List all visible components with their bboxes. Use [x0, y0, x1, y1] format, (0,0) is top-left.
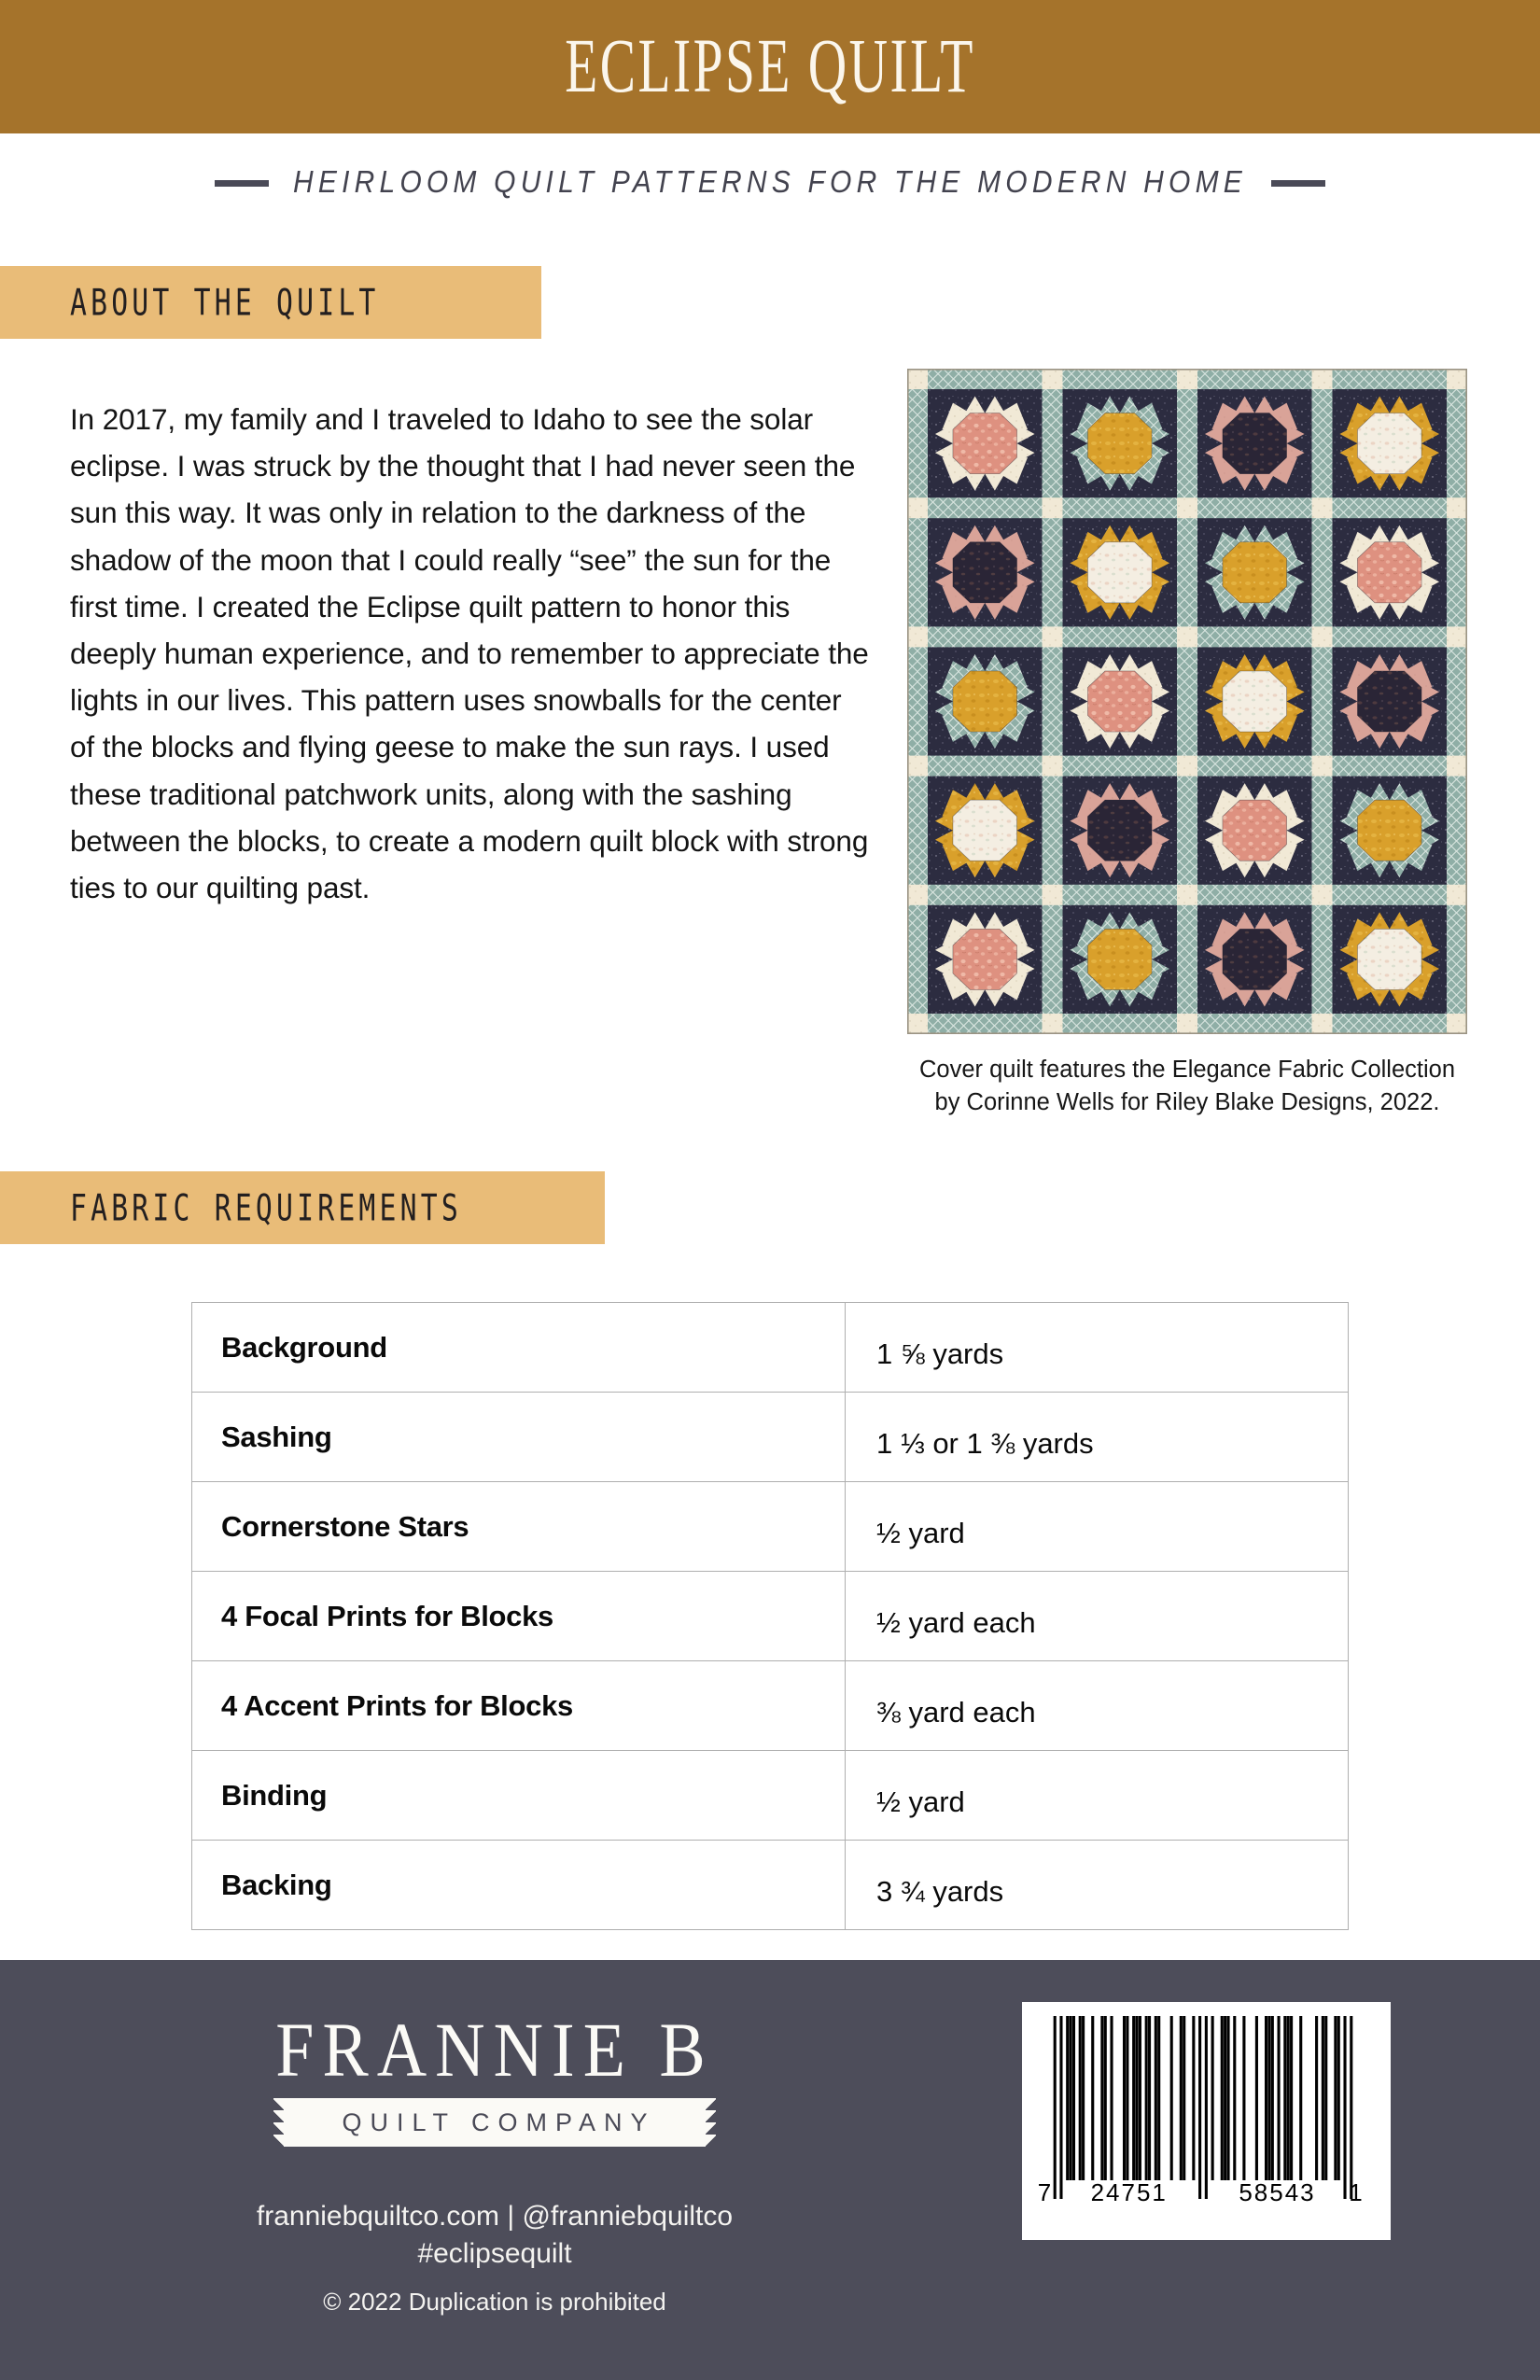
footer-contact-block	[0, 2198, 989, 2317]
fabric-name-cell: Cornerstone Stars	[192, 1482, 846, 1572]
fabric-amount-cell: ½ yard	[846, 1482, 1349, 1572]
fabric-name-cell: Sashing	[192, 1393, 846, 1482]
section-banner-fabric-label: FABRIC REQUIREMENTS	[70, 1185, 462, 1230]
table-row	[192, 1572, 1349, 1661]
fabric-amount-cell: ½ yard	[846, 1751, 1349, 1841]
header-band	[0, 0, 1540, 133]
section-banner-about	[0, 266, 541, 339]
fabric-amount-cell: 1 ⅝ yards	[846, 1303, 1349, 1393]
fabric-amount-cell: 1 ⅓ or 1 ⅜ yards	[846, 1393, 1349, 1482]
table-row	[192, 1303, 1349, 1393]
svg-text:24751: 24751	[1090, 2178, 1168, 2206]
brand-logo-ribbon	[284, 2098, 706, 2147]
fabric-amount-cell: 3 ¾ yards	[846, 1841, 1349, 1930]
quilt-figure	[907, 369, 1467, 1119]
svg-text:1: 1	[1349, 2178, 1363, 2206]
table-row	[192, 1482, 1349, 1572]
tagline-row	[0, 157, 1540, 209]
tagline-text: HEIRLOOM QUILT PATTERNS FOR THE MODERN HOME	[293, 164, 1247, 200]
tagline-rule-right	[1271, 180, 1325, 187]
quilt-photo	[907, 369, 1467, 1034]
page-title: ECLIPSE QUILT	[565, 23, 975, 109]
table-row	[192, 1751, 1349, 1841]
fabric-amount-cell: ½ yard each	[846, 1572, 1349, 1661]
fabric-name-cell: 4 Focal Prints for Blocks	[192, 1572, 846, 1661]
fabric-amount-cell: ⅜ yard each	[846, 1661, 1349, 1751]
fabric-name-cell: 4 Accent Prints for Blocks	[192, 1661, 846, 1751]
footer-hashtag: #eclipsequilt	[417, 2238, 572, 2269]
section-banner-about-label: ABOUT THE QUILT	[70, 280, 380, 325]
barcode	[1022, 2002, 1391, 2240]
brand-logo-name: FRANNIE B	[275, 2008, 714, 2093]
section-banner-fabric	[0, 1171, 605, 1244]
fabric-requirements-table	[191, 1302, 1349, 1930]
table-row	[192, 1841, 1349, 1930]
fabric-name-cell: Background	[192, 1303, 846, 1393]
brand-logo	[0, 2008, 989, 2147]
table-row	[192, 1393, 1349, 1482]
tagline-rule-left	[215, 180, 269, 187]
brand-logo-subtitle: QUILT COMPANY	[342, 2107, 656, 2136]
barcode-graphic	[1031, 2010, 1381, 2240]
fabric-name-cell: Backing	[192, 1841, 846, 1930]
svg-text:7: 7	[1037, 2178, 1052, 2206]
footer-copyright: © 2022 Duplication is prohibited	[323, 2288, 666, 2316]
about-body-text: In 2017, my family and I traveled to Idaho to see the solar eclipse. I was struck by the thought that I had never seen the sun this way. It was only in relation to the darkness of the shadow of the moon that I could really “see” the sun for the first time. I created the Eclipse quilt pattern to honor this deeply human experience, and to remember to appreciate the lights in our lives. This pattern uses snowballs for the center of the blocks and flying geese to make the sun rays. I used these traditional patchwork units, along with the sashing between the blocks, to create a modern quilt block with strong ties to our quilting past.	[70, 402, 869, 905]
quilt-caption: Cover quilt features the Elegance Fabric Collection by Corinne Wells for Riley Blake Designs, 2022.	[918, 1057, 1456, 1115]
fabric-name-cell: Binding	[192, 1751, 846, 1841]
footer-contact-line[interactable]: franniebquiltco.com | @franniebquiltco	[256, 2201, 734, 2232]
table-row	[192, 1661, 1349, 1751]
svg-text:58543: 58543	[1239, 2178, 1316, 2206]
